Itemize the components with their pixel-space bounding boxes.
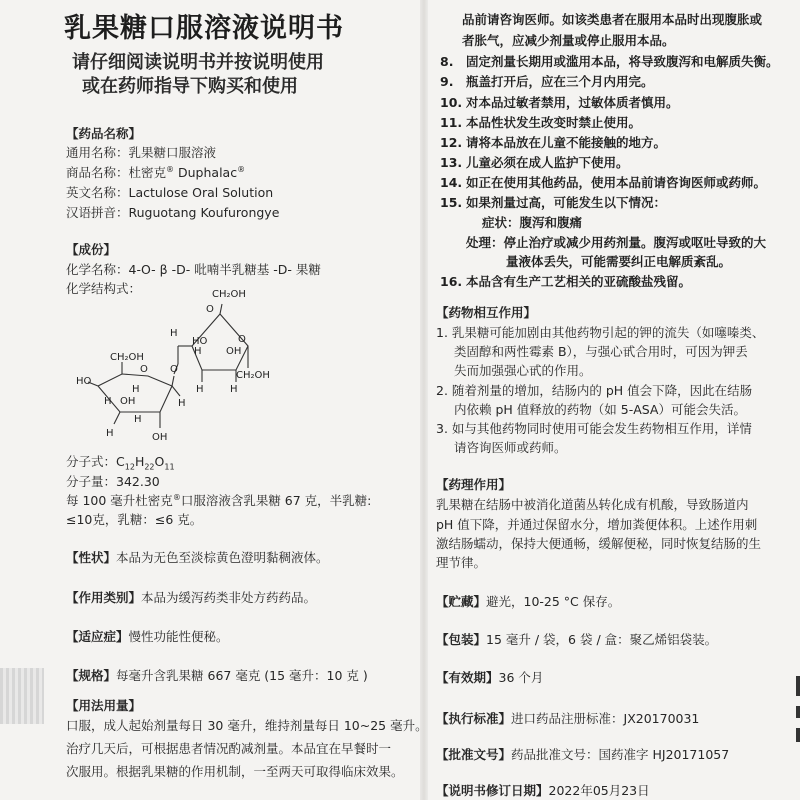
overdose-symptoms: 症状：腹泻和腹痛 <box>482 215 583 230</box>
struct-h-4: H <box>230 384 238 395</box>
weight-row <box>66 472 160 490</box>
struct-h-5: H <box>132 384 140 395</box>
chem-name-value: 4-O- β -D- 吡喃半乳糖基 -D- 果糖 <box>128 262 321 277</box>
field-standard-text: 进口药品注册标准：JX20170031 <box>511 711 700 726</box>
interaction-line-3: 失而加强强心甙的作用。 <box>454 363 592 378</box>
english-name-row <box>66 183 273 201</box>
usage-line-3: 次服用。根据乳果糖的作用机制，一至两天可取得临床效果。 <box>66 764 404 779</box>
precaution-item-15-number: 15. <box>440 195 463 210</box>
section-category <box>66 588 316 606</box>
precaution-item-14-text: 如正在使用其他药品，使用本品前请咨询医师或药师。 <box>466 175 767 190</box>
precaution-item-11-number: 11. <box>440 115 463 130</box>
interaction-line-6: 3. 如与其他药物同时使用可能会发生药物相互作用，详情 <box>436 421 752 436</box>
pinyin-value: Ruguotang Koufurongye <box>128 205 280 220</box>
edge-mark-3 <box>796 728 800 742</box>
structure-label: 化学结构式： <box>66 281 142 296</box>
formula-o-count: 11 <box>164 462 175 472</box>
english-name-label: 英文名称： <box>66 185 129 200</box>
precaution-cont-line-1: 品前请咨询医师。如该类患者在服用本品时出现腹胀或 <box>462 12 763 27</box>
struct-o-gal: O <box>140 364 148 375</box>
formula-h-count: 22 <box>144 462 155 472</box>
precaution-item-8-number: 8. <box>440 54 454 69</box>
english-name-value: Lactulose Oral Solution <box>128 185 274 200</box>
section-specification <box>66 666 368 684</box>
struct-ch2oh-top: CH₂OH <box>212 289 246 300</box>
registered-mark-3: ® <box>172 492 181 502</box>
pharmacology-header: 【药理作用】 <box>436 477 512 492</box>
formula-row <box>66 452 175 472</box>
drug-name-header: 【药品名称】 <box>66 126 142 141</box>
field-storage-text: 避光，10-25 °C 保存。 <box>486 594 621 609</box>
field-standard-header: 【执行标准】 <box>436 711 512 726</box>
pinyin-row <box>66 203 279 221</box>
field-revision-text: 2022年05月23日 <box>548 783 650 798</box>
registered-mark: ® <box>166 164 175 174</box>
precaution-item-16-number: 16. <box>440 274 463 289</box>
field-standard <box>436 709 699 727</box>
precaution-item-11-text: 本品性状发生改变时禁止使用。 <box>466 115 642 130</box>
struct-o-ring: O <box>238 334 246 345</box>
struct-h-3: H <box>196 384 204 395</box>
trade-name-label: 商品名称： <box>66 165 129 180</box>
composition-header: 【成份】 <box>66 242 117 257</box>
section-indication-text: 慢性功能性便秘。 <box>128 629 229 644</box>
precaution-item-11 <box>440 113 641 131</box>
struct-h-8: H <box>106 428 114 439</box>
field-storage <box>436 592 620 610</box>
interaction-line-5: 内依赖 pH 值释放的药物（如 5-ASA）可能会失活。 <box>454 402 746 417</box>
content-line-1b: 口服溶液含乳果糖 67 克，半乳糖: <box>180 493 372 508</box>
section-specification-header: 【规格】 <box>66 668 117 683</box>
precaution-item-13-number: 13. <box>440 155 463 170</box>
pharmacology-line-2: pH 值下降，并通过保留水分，增加粪便体积。上述作用刺 <box>436 517 758 532</box>
struct-ho-1: HO <box>192 336 208 347</box>
content-line-1a: 每 100 毫升杜密克 <box>66 493 173 508</box>
precaution-item-8 <box>440 52 779 70</box>
registered-mark-2: ® <box>237 164 246 174</box>
precaution-item-9-text: 瓶盖打开后，应在三个月内用完。 <box>466 74 654 89</box>
formula-c-count: 12 <box>124 462 135 472</box>
interaction-line-1: 1. 乳果糖可能加剧由其他药物引起的钾的流失（如噻嗪类、 <box>436 325 765 340</box>
lactulose-structure-diagram <box>74 282 304 452</box>
field-revision-date <box>436 781 650 799</box>
weight-value: 342.30 <box>116 474 160 489</box>
pharmacology-line-1: 乳果糖在结肠中被消化道菌丛转化成有机酸，导致肠道内 <box>436 497 749 512</box>
struct-o-link: O <box>170 364 178 375</box>
field-validity-header: 【有效期】 <box>436 670 499 685</box>
section-indication-header: 【适应症】 <box>66 629 129 644</box>
usage-header: 【用法用量】 <box>66 698 142 713</box>
field-package-text: 15 毫升 / 袋，6 袋 / 盒：聚乙烯铝袋装。 <box>486 632 718 647</box>
section-appearance-text: 本品为无色至淡棕黄色澄明黏稠液体。 <box>116 550 329 565</box>
interaction-line-4: 2. 随着剂量的增加，结肠内的 pH 值会下降，因此在结肠 <box>436 383 753 398</box>
precaution-item-12-number: 12. <box>440 135 463 150</box>
trade-name-row <box>66 163 245 181</box>
interaction-line-7: 请咨询医师或药师。 <box>454 440 567 455</box>
struct-h-9: H <box>134 414 142 425</box>
struct-oh-2: OH <box>120 396 136 407</box>
section-specification-text: 每毫升含乳果糖 667 毫克 (15 毫升：10 克 ) <box>116 668 368 683</box>
pinyin-label: 汉语拼音： <box>66 205 129 220</box>
precaution-item-15-text: 如果剂量过高，可能发生以下情况： <box>466 195 667 210</box>
precaution-item-15 <box>440 193 666 211</box>
precaution-item-16 <box>440 272 691 290</box>
precaution-cont-line-2: 者胀气，应减少剂量或停止服用本品。 <box>462 33 675 48</box>
pharmacology-line-4: 理节律。 <box>436 555 487 570</box>
usage-line-2: 治疗几天后，可根据患者情况酌减剂量。本品宜在早餐时一 <box>66 741 392 756</box>
struct-ch2oh-bottom: CH₂OH <box>236 370 270 381</box>
generic-name-value: 乳果糖口服溶液 <box>128 145 217 160</box>
chem-name-label: 化学名称： <box>66 262 129 277</box>
precaution-item-9 <box>440 72 654 90</box>
pharmacology-line-3: 激结肠蠕动，保持大便通畅，缓解便秘，同时恢复结肠的生 <box>436 536 762 551</box>
precaution-item-9-number: 9. <box>440 74 454 89</box>
interaction-line-2: 类固醇和两性霉素 B），与强心甙合用时，可因为钾丢 <box>454 344 748 359</box>
chem-name-row <box>66 260 321 278</box>
generic-name-row <box>66 143 216 161</box>
overdose-treatment-line-1: 处理：停止治疗或减少用药剂量。腹泻或呕吐导致的大 <box>466 235 767 250</box>
edge-mark-2 <box>796 706 800 718</box>
section-appearance-header: 【性状】 <box>66 550 117 565</box>
struct-ho-2: HO <box>76 376 92 387</box>
subtitle-pharmacist: 或在药师指导下购买和使用 <box>82 76 298 97</box>
trade-name-en: Duphalac <box>174 165 238 180</box>
struct-ch2oh-left: CH₂OH <box>110 352 144 363</box>
field-revision-header: 【说明书修订日期】 <box>436 783 549 798</box>
trade-name-cn: 杜密克 <box>128 165 167 180</box>
precaution-item-14-number: 14. <box>440 175 463 190</box>
struct-oh-3: OH <box>152 432 168 443</box>
struct-h-7: H <box>178 398 186 409</box>
precaution-item-10-number: 10. <box>440 95 463 110</box>
section-category-header: 【作用类别】 <box>66 590 142 605</box>
formula-label: 分子式： <box>66 454 117 469</box>
overdose-treatment-line-2: 量液体丢失，可能需要纠正电解质紊乱。 <box>506 254 732 269</box>
right-column <box>430 0 800 800</box>
precaution-item-16-text: 本品含有生产工艺相关的亚硫酸盐残留。 <box>466 274 692 289</box>
struct-o-top: O <box>206 304 214 315</box>
edge-mark-1 <box>796 676 800 696</box>
section-category-text: 本品为缓泻药类非处方药药品。 <box>141 590 317 605</box>
field-approval <box>436 745 729 763</box>
field-package-header: 【包装】 <box>436 632 487 647</box>
field-package <box>436 630 717 648</box>
precaution-item-13-text: 儿童必须在成人监护下使用。 <box>466 155 629 170</box>
formula-o: O <box>154 454 165 469</box>
struct-oh-1: OH <box>226 346 242 357</box>
content-line-1 <box>66 491 371 509</box>
precaution-item-10-text: 对本品过敏者禁用，过敏体质者慎用。 <box>466 95 679 110</box>
formula-c: C <box>116 454 125 469</box>
struct-h-2: H <box>194 346 202 357</box>
subtitle-read-carefully: 请仔细阅读说明书并按说明使用 <box>72 52 324 73</box>
precaution-item-8-text: 固定剂量长期用或滥用本品，将导致腹泻和电解质失衡。 <box>466 54 779 69</box>
content-line-2: ≤10克，乳糖：≤6 克。 <box>66 512 203 527</box>
field-approval-header: 【批准文号】 <box>436 747 512 762</box>
field-storage-header: 【贮藏】 <box>436 594 487 609</box>
scan-smudge <box>0 668 44 724</box>
section-indication <box>66 627 229 645</box>
precaution-item-12-text: 请将本品放在儿童不能接触的地方。 <box>466 135 667 150</box>
section-appearance <box>66 548 329 566</box>
struct-h-1: H <box>170 328 178 339</box>
field-approval-text: 药品批准文号：国药准字 HJ20171057 <box>511 747 730 762</box>
weight-label: 分子量： <box>66 474 117 489</box>
precaution-item-13 <box>440 153 629 171</box>
precaution-item-10 <box>440 93 679 111</box>
formula-h: H <box>134 454 145 469</box>
field-validity-text: 36 个月 <box>498 670 544 685</box>
usage-line-1: 口服，成人起始剂量每日 30 毫升，维持剂量每日 10~25 毫升。 <box>66 718 428 733</box>
precaution-item-12 <box>440 133 666 151</box>
field-validity <box>436 668 543 686</box>
interactions-header: 【药物相互作用】 <box>436 305 537 320</box>
struct-h-6: H <box>104 396 112 407</box>
precaution-item-14 <box>440 173 766 191</box>
generic-name-label: 通用名称： <box>66 145 129 160</box>
document-title: 乳果糖口服溶液说明书 <box>64 13 344 44</box>
